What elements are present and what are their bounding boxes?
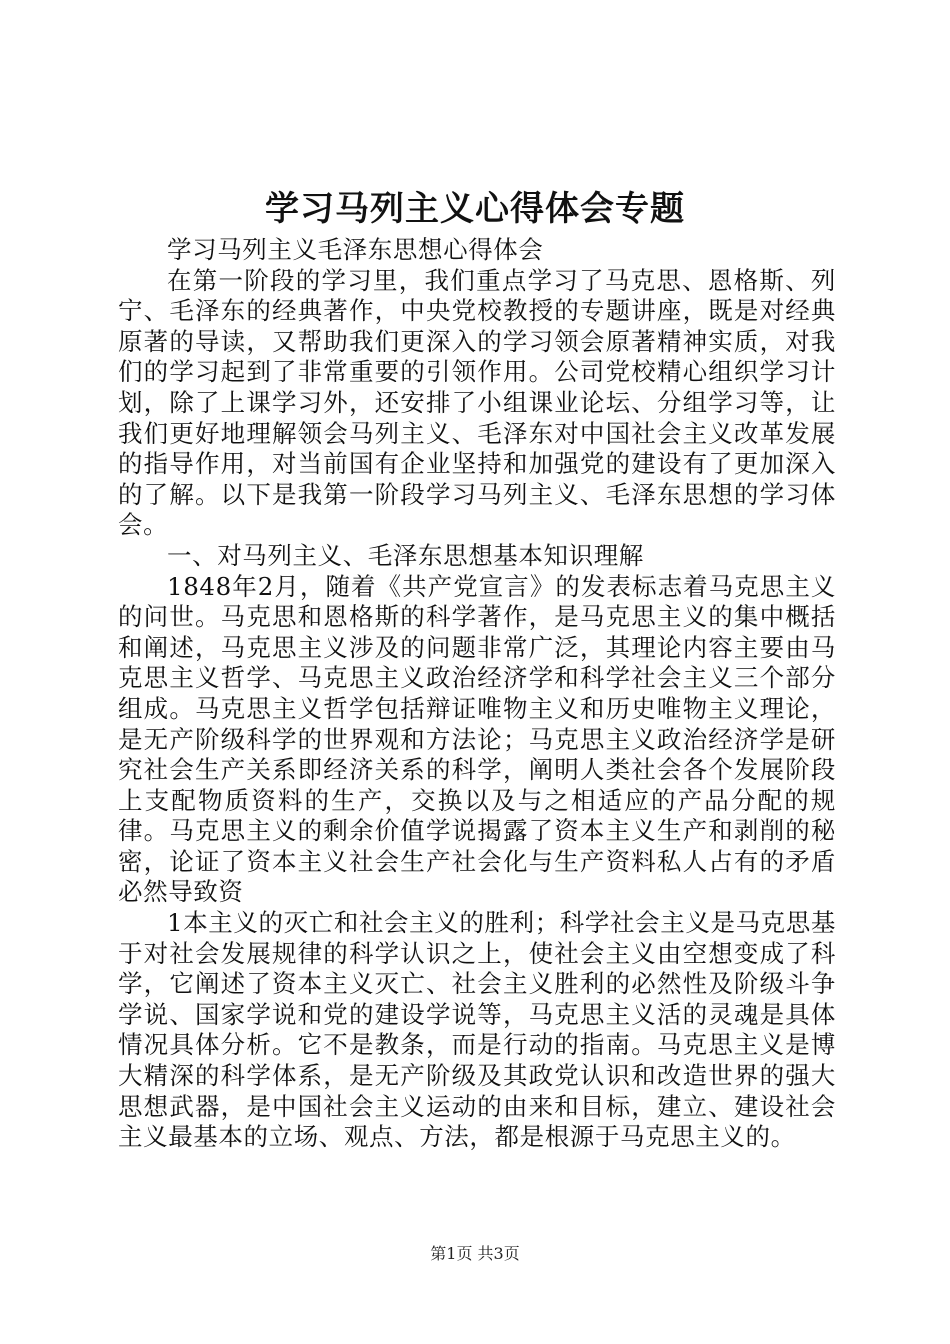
- paragraph-scientific-socialism: 1本主义的灭亡和社会主义的胜利；科学社会主义是马克思基于对社会发展规律的科学认识之上，使社会主义由空想变成了科学，它阐述了资本主义灭亡、社会主义胜利的必然性及阶级斗争学说、国家学说和党的建设学说等，马克思主义活的灵魂是具体情况具体分析。它不是教条，而是行动的指南。马克思主义是博大精深的科学体系，是无产阶级及其政党认识和改造世界的强大思想武器，是中国社会主义运动的由来和目标，建立、建设社会主义最基本的立场、观点、方法，都是根源于马克思主义的。: [118, 908, 836, 1152]
- page-footer: 第1页 共3页: [430, 1244, 520, 1263]
- paragraph-marxism-overview: 1848年2月，随着《共产党宣言》的发表标志着马克思主义的问世。马克思和恩格斯的科学著作，是马克思主义的集中概括和阐述，马克思主义涉及的问题非常广泛，其理论内容主要由马克思主义哲学、马克思主义政治经济学和科学社会主义三个部分组成。马克思主义哲学包括辩证唯物主义和历史唯物主义理论，是无产阶级科学的世界观和方法论；马克思主义政治经济学是研究社会生产关系即经济关系的科学，阐明人类社会各个发展阶段上支配物质资料的生产，交换以及与之相适应的产品分配的规律。马克思主义的剩余价值学说揭露了资本主义生产和剥削的秘密，论证了资本主义社会生产社会化与生产资料私人占有的矛盾必然导致资: [118, 571, 836, 907]
- document-body: [118, 235, 836, 1153]
- document-title: 学习马列主义心得体会专题: [265, 189, 685, 229]
- paragraph-intro: 在第一阶段的学习里，我们重点学习了马克思、恩格斯、列宁、毛泽东的经典著作，中央党校教授的专题讲座，既是对经典原著的导读，又帮助我们更深入的学习领会原著精神实质，对我们的学习起到了非常重要的引领作用。公司党校精心组织学习计划，除了上课学习外，还安排了小组课业论坛、分组学习等，让我们更好地理解领会马列主义、毛泽东对中国社会主义改革发展的指导作用，对当前国有企业坚持和加强党的建设有了更加深入的了解。以下是我第一阶段学习马列主义、毛泽东思想的学习体会。: [118, 265, 836, 540]
- paragraph-subtitle: 学习马列主义毛泽东思想心得体会: [167, 235, 544, 264]
- section-heading: 一、对马列主义、毛泽东思想基本知识理解: [167, 540, 644, 570]
